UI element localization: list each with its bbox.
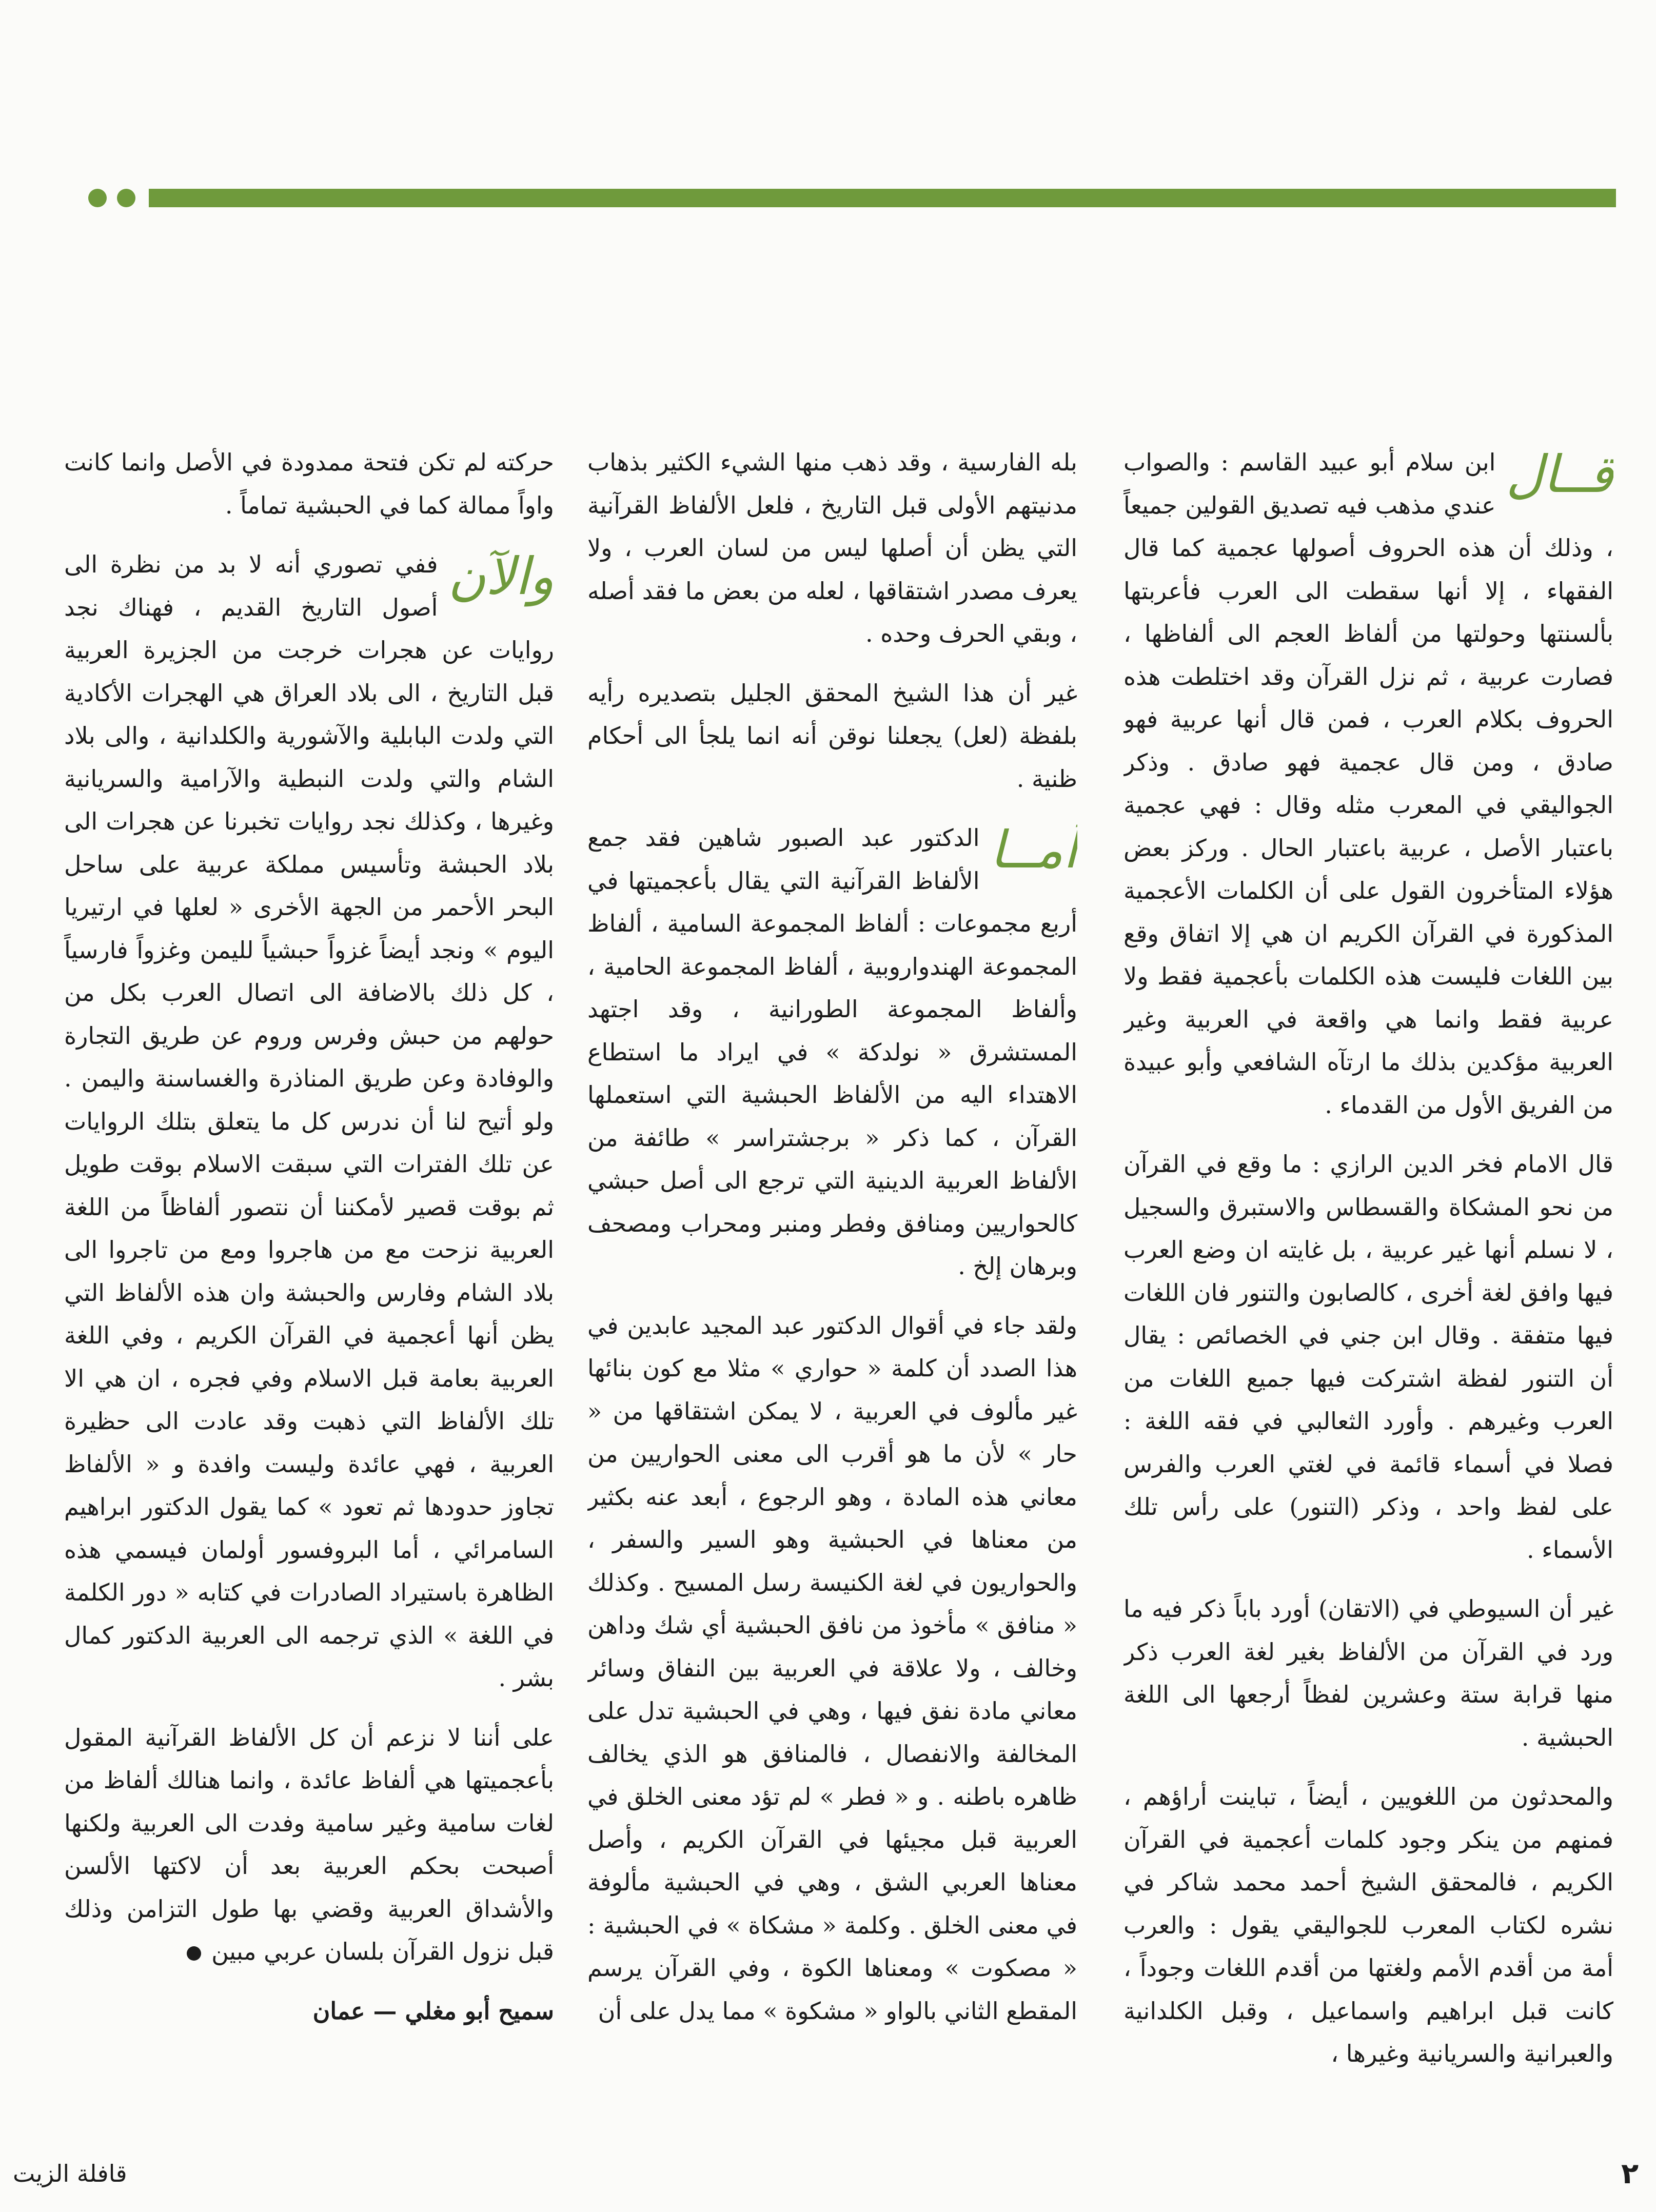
drop-word: أمــا <box>990 820 1077 880</box>
paragraph: ففي تصوري أنه لا بد من نظرة الى أصول التاريخ القديم ، فهناك نجد روايات عن هجرات خرجت من الجزيرة العربية قبل التاريخ ، الى بلاد العراق هي الهجرات الأكادية التي ولدت البابلية والآشورية والكلدانية ، والى بلاد الشام والتي ولدت النبطية والآرامية والسريانية وغيرها ، وكذلك نجد روايات تخبرنا عن هجرات الى بلاد الحبشة وتأسيس مملكة عربية على ساحل البحر الأحمر من الجهة الأخرى « لعلها في ارتيريا اليوم » ونجد أيضاً غزواً حبشياً لليمن وغزواً فارسياً ، كل ذلك بالاضافة الى اتصال العرب بكل من حولهم من حبش وفرس وروم عن طريق التجارة والوفادة وعن طريق المناذرة والغساسنة واليمن . ولو أتيح لنا أن ندرس كل ما يتعلق بتلك الروايات عن تلك الفترات التي سبقت الاسلام بوقت طويل ثم بوقت قصير لأمكننا أن نتصور ألفاظاً من اللغة العربية نزحت مع من هاجروا ومع من تاجروا الى بلاد الشام وفارس والحبشة وان هذه الألفاظ التي يظن أنها أعجمية في القرآن الكريم ، وفي اللغة العربية بعامة قبل الاسلام وفي فجره ، ان هي الا تلك الألفاظ التي ذهبت وقد عادت الى حظيرة العربية ، فهي عائدة وليست وافدة و « الألفاظ تجاوز حدودها ثم تعود » كما يقول الدكتور ابراهيم السامرائي ، أما البروفسور أولمان فيسمي هذه الظاهرة باستيراد الصادرات في كتابه « دور الكلمة في اللغة » الذي ترجمه الى العربية الدكتور كمال بشر . <box>64 550 554 1692</box>
header-dot <box>88 189 107 207</box>
paragraph: الدكتور عبد الصبور شاهين فقد جمع الألفاظ القرآنية التي يقال بأعجميتها في أربع مجموعات : ألفاظ المجموعة السامية ، ألفاظ المجموعة الهندواروبية ، ألفاظ المجموعة الحامية ، وألفاظ المجموعة الطورانية ، وقد اجتهد المستشرق « نولدكة » في ايراد ما استطاع الاهتداء اليه من الألفاظ الحبشية التي استعملها القرآن ، كما ذكر « برجشتراسر » طائفة من الألفاظ العربية الدينية التي ترجع الى أصل حبشي كالحواريين ومنافق وفطر ومنبر ومحراب ومصحف وبرهان إلخ . <box>587 824 1077 1280</box>
drop-word: والآن <box>448 546 554 606</box>
magazine-name: قافلة الزيت <box>13 2160 127 2187</box>
paragraph: ابن سلام أبو عبيد القاسم : والصواب عندي مذهب فيه تصديق القولين جميعاً ، وذلك أن هذه الحروف أصولها عجمية كما قال الفقهاء ، إلا أنها سقطت الى العرب فأعربتها بألسنتها وحولتها من ألفاظ العجم الى ألفاظها ، فصارت عربية ، ثم نزل القرآن وقد اختلطت هذه الحروف بكلام العرب ، فمن قال أنها عربية فهو صادق ، ومن قال عجمية فهو صادق . وذكر الجواليقي في المعرب مثله وقال : فهي عجمية باعتبار الأصل ، عربية باعتبار الحال . وركز بعض هؤلاء المتأخرون القول على أن الكلمات الأعجمية المذكورة في القرآن الكريم ان هي إلا اتفاق وقع بين اللغات فليست هذه الكلمات بأعجمية فقط ولا عربية فقط وانما هي واقعة في العربية وغير العربية مؤكدين بذلك ما ارتآه الشافعي وأبو عبيدة من الفريق الأول من القدماء . <box>1123 448 1613 1119</box>
paragraph: بله الفارسية ، وقد ذهب منها الشيء الكثير بذهاب مدنيتهم الأولى قبل التاريخ ، فلعل الألفاظ القرآنية التي يظن أن أصلها ليس من لسان العرب ، ولا يعرف مصدر اشتقاقها ، لعله من بعض ما فقد أصله ، وبقي الحرف وحده . <box>587 448 1077 647</box>
article-column-left <box>64 441 554 2124</box>
author-signature: سميح أبو مغلي — عمان <box>312 1997 554 2025</box>
article-column-right <box>1123 441 1613 2124</box>
paragraph: على أننا لا نزعم أن كل الألفاظ القرآنية المقول بأعجميتها هي ألفاظ عائدة ، وانما هنالك ألفاظ من لغات سامية وغير سامية وفدت الى العربية ولكنها أصبحت بحكم العربية بعد أن لاكتها الألسن والأشداق العربية وقضي بها طول التزامن وذلك قبل نزول القرآن بلسان عربي مبين <box>64 1723 554 1965</box>
drop-word: قــال <box>1506 444 1613 504</box>
paragraph: غير أن السيوطي في (الاتقان) أورد باباً ذكر فيه ما ورد في القرآن من الألفاظ بغير لغة العرب ذكر منها قرابة ستة وعشرين لفظاً أرجعها الى اللغة الحبشية . <box>1123 1595 1613 1751</box>
paragraph: غير أن هذا الشيخ المحقق الجليل بتصديره رأيه بلفظة (لعل) يجعلنا نوقن أنه انما يلجأ الى أحكام ظنية . <box>587 679 1077 793</box>
end-mark-icon <box>187 1946 201 1961</box>
paragraph: حركته لم تكن فتحة ممدودة في الأصل وانما كانت واواً ممالة كما في الحبشية تماماً . <box>64 448 554 519</box>
paragraph: والمحدثون من اللغويين ، أيضاً ، تباينت أراؤهم ، فمنهم من ينكر وجود كلمات أعجمية في القرآن الكريم ، فالمحقق الشيخ أحمد محمد شاكر في نشره لكتاب المعرب للجواليقي يقول : والعرب أمة من أقدم الأمم ولغتها من أقدم اللغات وجوداً ، كانت قبل ابراهيم واسماعيل ، وقبل الكلدانية والعبرانية والسريانية وغيرها ، <box>1123 1783 1613 2067</box>
header-dot <box>117 189 135 207</box>
article-column-middle <box>587 441 1077 2124</box>
paragraph: قال الامام فخر الدين الرازي : ما وقع في القرآن من نحو المشكاة والقسطاس والاستبرق والسجيل ، لا نسلم أنها غير عربية ، بل غايته ان وضع العرب فيها وافق لغة أخرى ، كالصابون والتنور فان اللغات فيها متفقة . وقال ابن جني في الخصائص : يقال أن التنور لفظة اشتركت فيها جميع اللغات من العرب وغيرهم . وأورد الثعالبي في فقه اللغة : فصلا في أسماء قائمة في لغتي العرب والفرس على لفظ واحد ، وذكر (التنور) على رأس تلك الأسماء . <box>1123 1150 1613 1564</box>
paragraph: ولقد جاء في أقوال الدكتور عبد المجيد عابدين في هذا الصدد أن كلمة « حواري » مثلا مع كون بنائها غير مألوف في العربية ، لا يمكن اشتقاقها من « حار » لأن ما هو أقرب الى معنى الحواريين من معاني هذه المادة ، وهو الرجوع ، أبعد عنه بكثير من معناها في الحبشية وهو السير والسفر ، والحواريون في لغة الكنيسة رسل المسيح . وكذلك « منافق » مأخوذ من نافق الحبشية أي شك وداهن وخالف ، ولا علاقة في العربية بين النفاق وسائر معاني مادة نفق فيها ، وهي في الحبشية تدل على المخالفة والانفصال ، فالمنافق هو الذي يخالف ظاهره باطنه . و « فطر » لم تؤد معنى الخلق في العربية قبل مجيئها في القرآن الكريم ، وأصل معناها العربي الشق ، وهي في الحبشية مألوفة في معنى الخلق . وكلمة « مشكاة » في الحبشية : « مصكوت » ومعناها الكوة ، وفي القرآن يرسم المقطع الثاني بالواو « مشكوة » مما يدل على أن <box>587 1311 1077 2025</box>
header-rule <box>149 189 1616 207</box>
page-number: ٢ <box>1621 2157 1639 2190</box>
